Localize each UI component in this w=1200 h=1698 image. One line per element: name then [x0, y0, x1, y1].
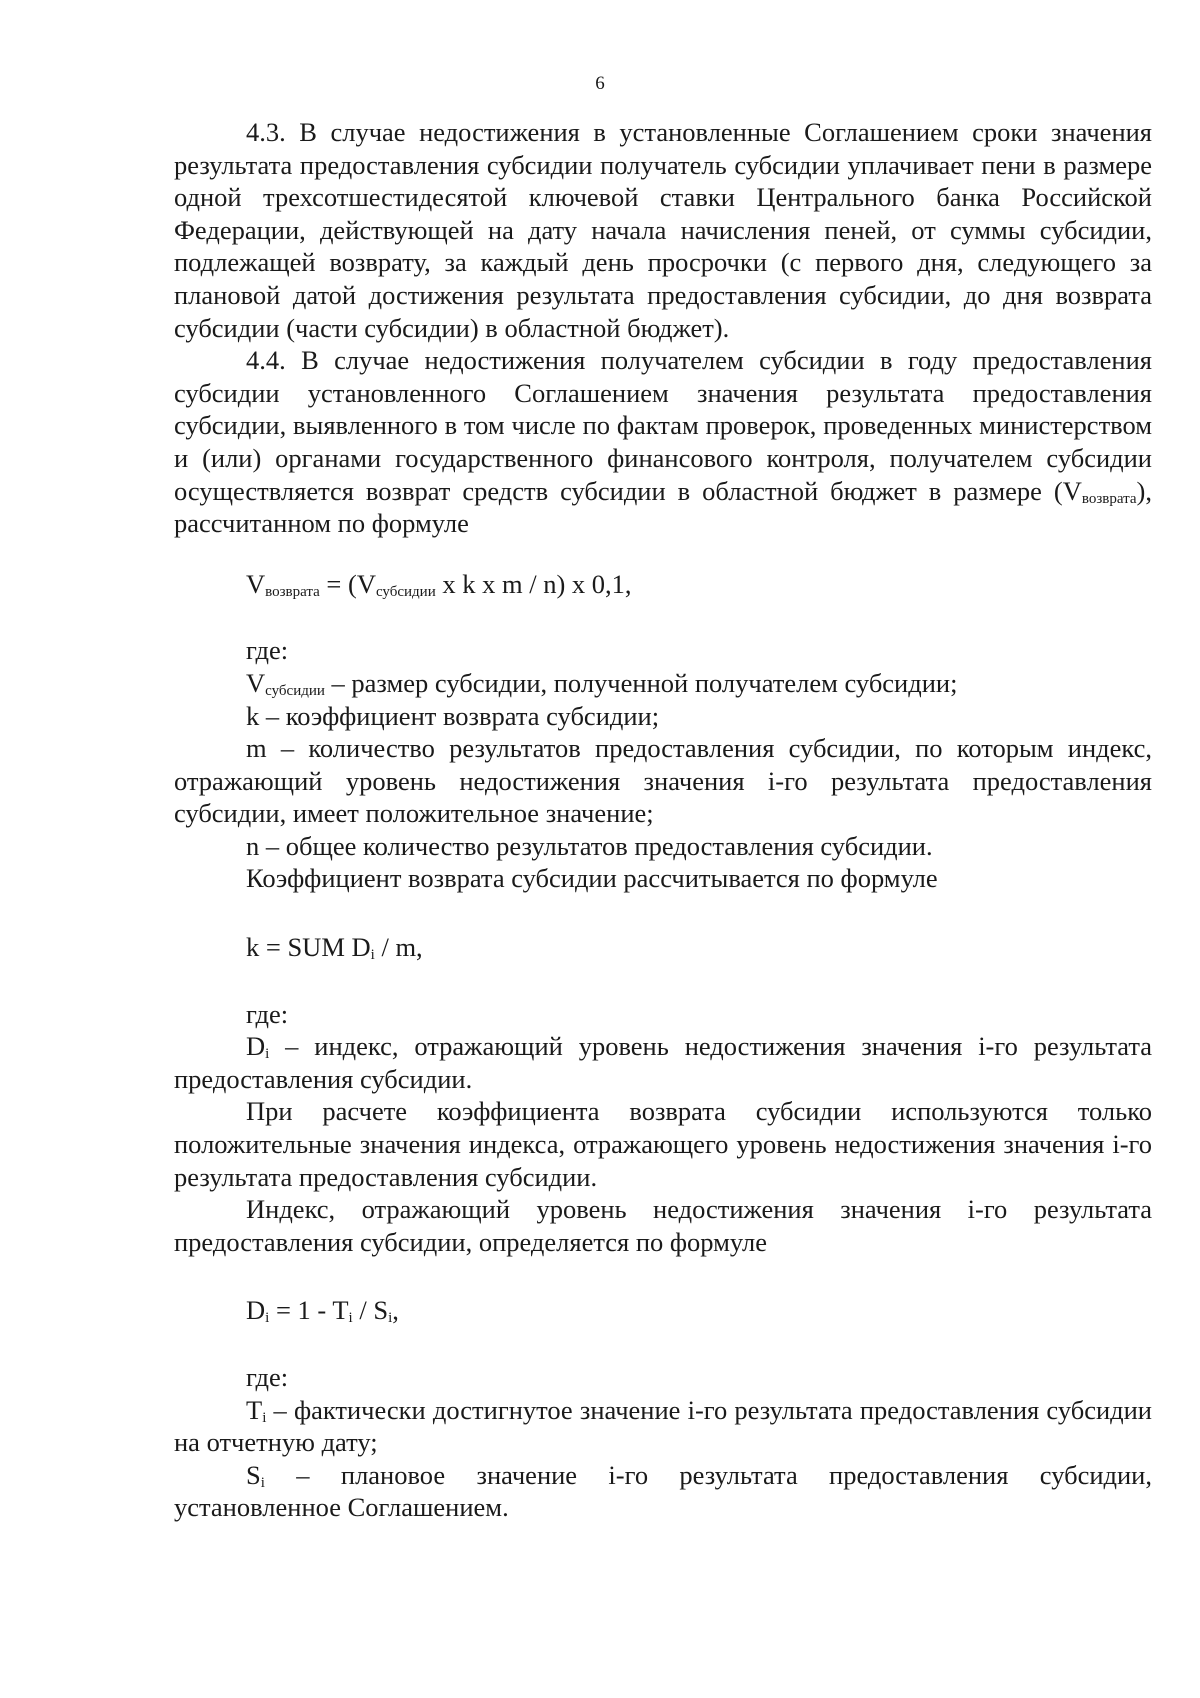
- document-body: [174, 116, 1152, 1524]
- def-v-subscript: субсидии: [265, 682, 325, 699]
- formula-v-subsidy-subscript: субсидии: [375, 583, 436, 600]
- formula-v-refund: V: [246, 568, 266, 599]
- formula-d: [174, 1294, 1152, 1327]
- paragraph-4-3: 4.3. В случае недостижения в установленные Соглашением сроки значения результата предоставления субсидии получатель субсидии уплачивает пени в размере одной трехсотшестидесятой ключевой ставки Центрального банка Российской Федерации, действующей на дату начала начисления пеней, от суммы субсидии, подлежащей возврату, за каждый день просрочки (с первого дня, следующего за плановой датой достижения результата предоставления субсидии, до дня возврата субсидии (части субсидии) в областной бюджет).: [174, 117, 1152, 343]
- def-v-symbol: V: [246, 667, 266, 698]
- paragraph-4-4: [174, 344, 1152, 540]
- formula-d-mid: = 1 - T: [269, 1295, 349, 1326]
- def-s-text: – плановое значение i-го результата предоставления субсидии, установленное Соглашением.: [174, 1459, 1152, 1523]
- v-subscript: возврата: [1081, 490, 1137, 507]
- formula-d-end: ,: [392, 1295, 399, 1326]
- paragraph-4-4-text: 4.4. В случае недостижения получателем субсидии в году предоставления субсидии установленного Соглашением значения результата предоставления субсидии, выявленного в том числе по фактам проверок, проведенных министерством и (или) органами государственного финансового контроля, получателем субсидии осуществляется возврат средств субсидии в областной бюджет в размере (: [174, 345, 1152, 506]
- formula-v-subsidy: V: [356, 568, 376, 599]
- def-d-text: – индекс, отражающий уровень недостижения значения i-го результата предоставления субсидии.: [174, 1031, 1152, 1094]
- def-m: m – количество результатов предоставления субсидии, по которым индекс, отражающий уровень недостижения значения i-го результата предоставления субсидии, имеет положительное значение;: [174, 733, 1152, 829]
- paragraph-4-4-tail: ), рассчитанном по формуле: [174, 475, 1152, 539]
- def-d-symbol: D: [246, 1031, 266, 1062]
- formula-k: [174, 931, 1152, 964]
- page-number: 6: [595, 73, 605, 94]
- where-label-1: где:: [246, 635, 289, 666]
- k-intro: Коэффициент возврата субсидии рассчитывается по формуле: [246, 863, 938, 894]
- def-t-subscript: i: [262, 1409, 267, 1426]
- def-t-text: – фактически достигнутое значение i-го результата предоставления субсидии на отчетную дату;: [174, 1394, 1152, 1458]
- def-d-subscript: i: [265, 1046, 270, 1063]
- def-s: [174, 1459, 1152, 1524]
- formula-eq: = (: [319, 568, 357, 599]
- def-v-text: – размер субсидии, полученной получателем субсидии;: [324, 667, 958, 698]
- where-label-2: где:: [246, 998, 289, 1029]
- formula-refund: [174, 568, 1152, 601]
- formula-d-subscript: i: [265, 1310, 270, 1327]
- def-t-symbol: T: [246, 1394, 263, 1425]
- formula-t-subscript: i: [348, 1310, 353, 1327]
- def-s-symbol: S: [246, 1459, 261, 1490]
- formula-d-symbol: D: [246, 1295, 266, 1326]
- def-s-subscript: i: [260, 1474, 265, 1491]
- where-label-3: где:: [246, 1362, 289, 1392]
- def-d: [174, 1030, 1152, 1095]
- def-v-subsidy: [174, 667, 1152, 700]
- index-intro: Индекс, отражающий уровень недостижения значения i-го результата предоставления субсидии, определяется по формуле: [174, 1194, 1152, 1257]
- formula-d-slash: / S: [352, 1295, 389, 1326]
- formula-s-subscript: i: [388, 1310, 393, 1327]
- formula-k-main: k = SUM D: [246, 932, 371, 963]
- formula-v-refund-subscript: возврата: [265, 583, 320, 600]
- v-symbol: V: [1062, 475, 1082, 506]
- def-n: n – общее количество результатов предоставления субсидии.: [246, 830, 933, 861]
- calc-note: При расчете коэффициента возврата субсидии используются только положительные значения индекса, отражающего уровень недостижения значения i-го результата предоставления субсидии.: [174, 1096, 1152, 1192]
- formula-k-subscript: i: [370, 947, 375, 964]
- formula-k-end: / m,: [374, 932, 423, 963]
- def-k: k – коэффициент возврата субсидии;: [246, 700, 660, 731]
- def-t: [174, 1394, 1152, 1459]
- formula-rest: x k x m / n) x 0,1,: [435, 568, 632, 599]
